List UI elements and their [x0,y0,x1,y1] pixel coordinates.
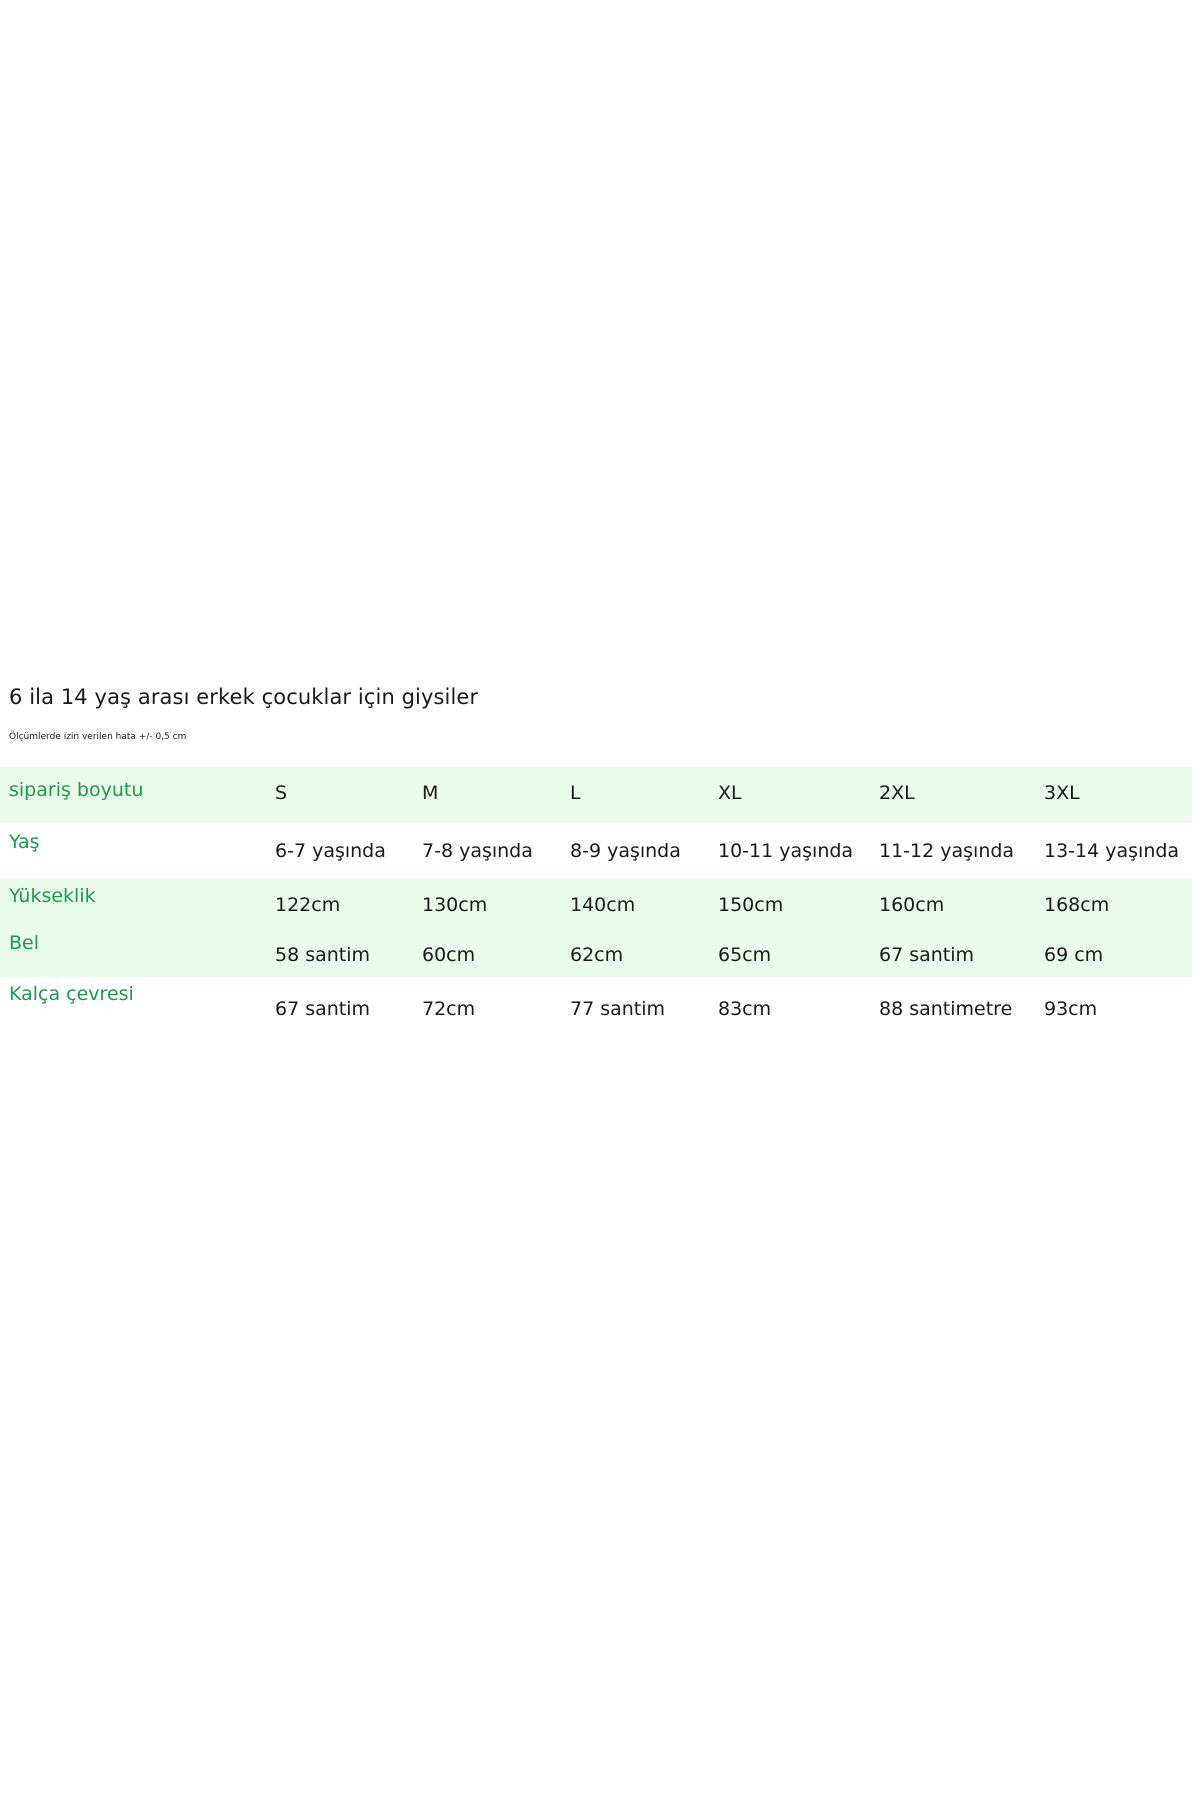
table-cell: 8-9 yaşında [570,840,681,862]
table-cell: 150cm [718,894,784,916]
chart-title: 6 ila 14 yaş arası erkek çocuklar için giysiler [9,685,479,709]
table-cell: 140cm [570,894,636,916]
table-row-waist [0,930,1192,977]
size-3xl: 3XL [1044,782,1080,804]
size-s: S [275,782,288,804]
row-label-age: Yaş [9,831,40,853]
table-cell: 60cm [422,944,476,966]
table-row-age [0,823,1192,875]
table-cell: 7-8 yaşında [422,840,533,862]
table-cell: 88 santimetre [879,998,1013,1020]
table-cell: 67 santim [275,998,371,1020]
table-cell: 13-14 yaşında [1044,840,1180,862]
size-header-row [0,767,1192,823]
table-cell: 6-7 yaşında [275,840,386,862]
table-cell: 83cm [718,998,772,1020]
row-label-hip: Kalça çevresi [9,983,134,1005]
table-cell: 77 santim [570,998,666,1020]
size-l: L [570,782,581,804]
measurement-tolerance-note: Ölçümlerde izin verilen hata +/- 0,5 cm [9,732,187,742]
table-cell: 67 santim [879,944,975,966]
table-cell: 58 santim [275,944,371,966]
table-cell: 122cm [275,894,341,916]
row-label-waist: Bel [9,932,40,954]
size-2xl: 2XL [879,782,915,804]
table-cell: 168cm [1044,894,1110,916]
table-cell: 10-11 yaşında [718,840,854,862]
table-cell: 69 cm [1044,944,1104,966]
table-cell: 65cm [718,944,772,966]
table-cell: 130cm [422,894,488,916]
table-cell: 62cm [570,944,624,966]
table-cell: 93cm [1044,998,1098,1020]
size-chart [0,678,1200,1032]
table-cell: 160cm [879,894,945,916]
table-cell: 11-12 yaşında [879,840,1015,862]
row-label-order-size: sipariş boyutu [9,779,144,801]
table-row-height [0,878,1192,930]
table-row-hip [0,977,1192,1032]
table-cell: 72cm [422,998,476,1020]
size-m: M [422,782,439,804]
row-label-height: Yükseklik [9,885,96,907]
size-xl: XL [718,782,742,804]
